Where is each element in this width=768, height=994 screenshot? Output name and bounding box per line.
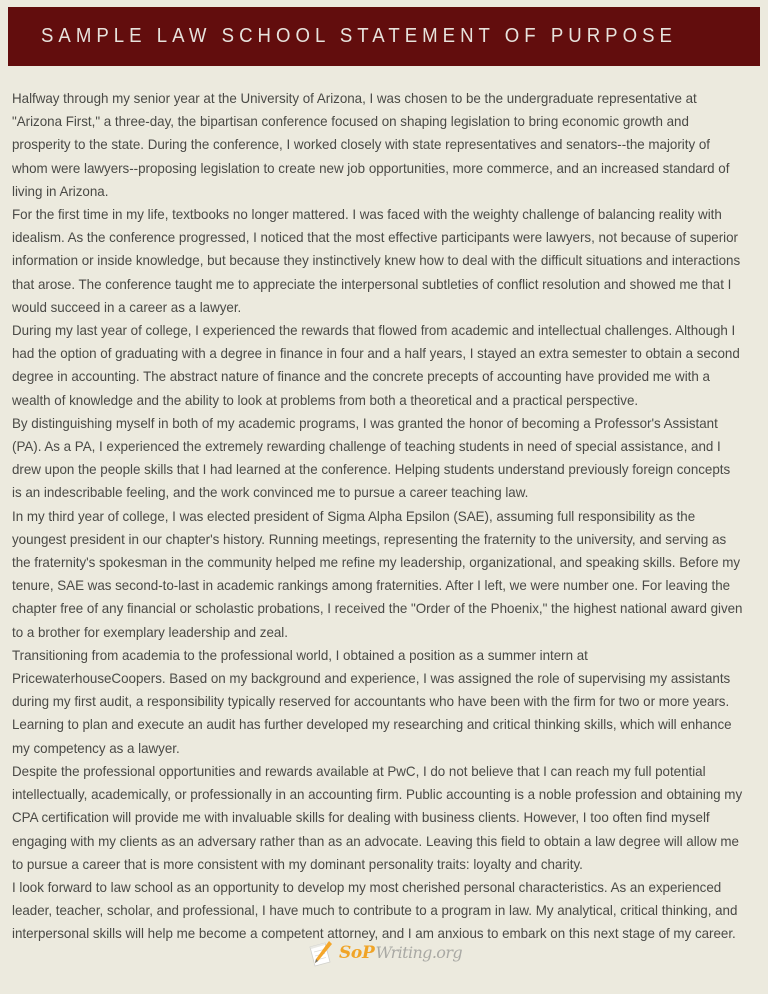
paragraph: Transitioning from academia to the professional world, I obtained a position as a summer intern at PricewaterhouseCoopers. Based on my background and experience, I was assigned the role of supervising my assistants during my first audit, a responsibility typically reserved for accountants who have been with the firm for two or more years. Learning to plan and execute an audit has further developed my researching and critical thinking skills, which will enhance my competency as a lawyer. (12, 647, 732, 756)
logo-sop-text: SoP (338, 942, 375, 963)
document-footer (0, 938, 768, 968)
paragraph: During my last year of college, I experienced the rewards that flowed from academic and intellectual challenges. Although I had the option of graduating with a degree in finance in four and a half years, I stayed an extra semester to obtain a second degree in accounting. The abstract nature of finance and the concrete precepts of accounting have provided me with a wealth of knowledge and the ability to look at problems from both a theoretical and a practical perspective. (12, 323, 740, 408)
page-title: SAMPLE LAW SCHOOL STATEMENT OF PURPOSE (41, 25, 677, 47)
paragraph: I look forward to law school as an opportunity to develop my most cherished personal characteristics. As an experienced leader, teacher, scholar, and professional, I have much to contribute to a program in law. My analytical, critical thinking, and interpersonal skills will help me become a competent attorney, and I am anxious to embark on this next stage of my career. (12, 879, 738, 942)
paper-and-pencil-icon (306, 938, 336, 968)
sopwriting-logo[interactable] (306, 938, 462, 968)
logo-wordmark (338, 942, 463, 963)
paragraph: For the first time in my life, textbooks no longer mattered. I was faced with the weighty challenge of balancing reality with idealism. As the conference progressed, I noticed that the most effective participants were lawyers, not because of superior information or inside knowledge, but because they instinctively knew how to deal with the difficult situations and interactions that arose. The conference taught me to appreciate the interpersonal subtleties of conflict resolution and showed me that I would succeed in a career as a lawyer. (12, 207, 741, 315)
document-header (0, 0, 768, 66)
title-banner (8, 7, 760, 66)
logo-writing-text: Writing.org (375, 942, 463, 962)
paragraph: In my third year of college, I was elected president of Sigma Alpha Epsilon (SAE), assuming full responsibility as the youngest president in our chapter's history. Running meetings, representing the fraternity to the university, and serving as the fraternity's spokesman in the community helped me refine my leadership, organizational, and speaking skills. Before my tenure, SAE was second-to-last in academic rankings among fraternities. After I left, we were number one. For leaving the chapter free of any financial or scholastic probations, I received the "Order of the Phoenix," the highest national award given to a brother for exemplary leadership and zeal. (12, 508, 743, 640)
paragraph: Despite the professional opportunities and rewards available at PwC, I do not believe that I can reach my full potential intellectually, academically, or professionally in an accounting firm. Public accounting is a noble profession and obtaining my CPA certification will provide me with invaluable skills for dealing with business clients. However, I too often find myself engaging with my clients as an adversary rather than as an advocate. Leaving this field to obtain a law degree will allow me to pursue a career that is more consistent with my dominant personality traits: loyalty and charity. (12, 763, 743, 872)
paragraph: Halfway through my senior year at the University of Arizona, I was chosen to be the undergraduate representative at "Arizona First," a three-day, the bipartisan conference focused on shaping legislation to bring economic growth and prosperity to the state. During the conference, I worked closely with state representatives and senators--the majority of whom were lawyers--proposing legislation to create new job opportunities, more commerce, and an increased standard of living in Arizona. (12, 91, 730, 199)
document-body (0, 66, 768, 946)
paragraph: By distinguishing myself in both of my academic programs, I was granted the honor of becoming a Professor's Assistant (PA). As a PA, I experienced the extremely rewarding challenge of teaching students in need of special assistance, and I drew upon the people skills that I had learned at the conference. Helping students understand previously foreign concepts is an indescribable feeling, and the work convinced me to pursue a career teaching law. (12, 415, 731, 501)
